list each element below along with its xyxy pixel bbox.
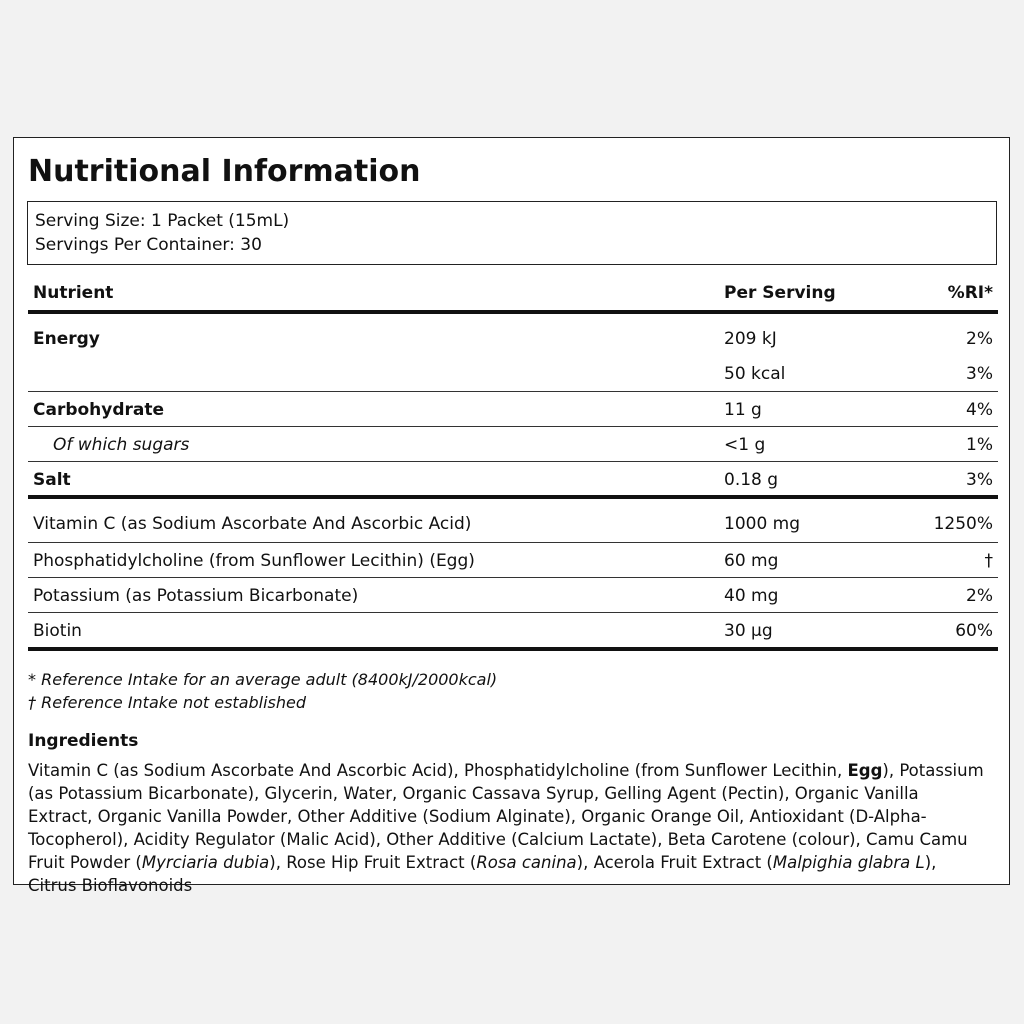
- nutrient-ri: 1%: [966, 435, 993, 455]
- header-ri: %RI*: [947, 283, 993, 303]
- nutrient-name: Energy: [33, 329, 100, 349]
- table-header-row: [28, 273, 998, 314]
- energy-kj-value: 209 kJ: [724, 329, 777, 349]
- energy-kcal-value: 50 kcal: [724, 364, 786, 384]
- nutrient-value: 0.18 g: [724, 470, 779, 490]
- energy-kj-ri: 2%: [966, 329, 993, 349]
- table-row-carbohydrate: [28, 392, 998, 427]
- species-name: Rosa canina: [476, 853, 577, 872]
- page-title: Nutritional Information: [28, 154, 421, 189]
- nutrient-name: Phosphatidylcholine (from Sunflower Lecithin) (Egg): [33, 551, 475, 571]
- nutrient-name: Of which sugars: [53, 435, 190, 455]
- ingredients-text: [28, 759, 988, 897]
- allergen-egg: Egg: [847, 761, 883, 780]
- nutrient-ri: 1250%: [933, 514, 993, 534]
- table-row-salt: [28, 462, 998, 499]
- nutrient-name: Carbohydrate: [33, 400, 165, 420]
- ri-footnote: * Reference Intake for an average adult (8400kJ/2000kcal): [28, 670, 498, 689]
- species-name: Myrciaria dubia: [141, 853, 270, 872]
- nutrient-value: 11 g: [724, 400, 762, 420]
- nutrient-value: 30 µg: [724, 621, 773, 641]
- footnotes: [28, 668, 497, 714]
- nutrition-panel: [13, 137, 1010, 895]
- energy-kcal-ri: 3%: [966, 364, 993, 384]
- nutrient-name: Salt: [33, 470, 71, 490]
- table-row-phosphatidylcholine: [28, 543, 998, 578]
- servings-per-container: Servings Per Container: 30: [35, 235, 262, 255]
- species-name: Malpighia glabra L: [772, 853, 925, 872]
- ingredients-part: ), Acerola Fruit Extract (: [576, 853, 773, 872]
- header-nutrient: Nutrient: [33, 283, 114, 303]
- header-per-serving: Per Serving: [724, 283, 836, 303]
- nutrient-value: <1 g: [724, 435, 766, 455]
- serving-info-box: [27, 201, 997, 265]
- ingredients-part: ), Citrus Bioflavonoids: [28, 853, 937, 895]
- nutrient-name: Potassium (as Potassium Bicarbonate): [33, 586, 359, 606]
- nutrient-value: 1000 mg: [724, 514, 801, 534]
- ingredients-part: Vitamin C (as Sodium Ascorbate And Ascorbic Acid), Phosphatidylcholine (from Sunflower Lecithin,: [28, 761, 848, 780]
- table-row-vitamin-c: [28, 499, 998, 543]
- nutrient-ri: †: [984, 551, 993, 571]
- nutrient-ri: 2%: [966, 586, 993, 606]
- table-row-potassium: [28, 578, 998, 613]
- table-row-biotin: [28, 613, 998, 651]
- nutrient-ri: 3%: [966, 470, 993, 490]
- table-row-energy: [28, 314, 998, 392]
- ingredients-part: ), Potassium (as Potassium Bicarbonate), Glycerin, Water, Organic Cassava Syrup, Gelling Agent (Pectin), Organic Vanilla Extract, Organic Vanilla Powder, Other Additive (Sodium Alginate), Organic Orange Oil, Antioxidant (D-Alpha-Tocopherol), Acidity Regulator (Malic Acid), Other Additive (Calcium Lactate), Beta Carotene (colour), Camu Camu Fruit Powder (: [28, 761, 984, 872]
- nutrient-ri: 60%: [955, 621, 993, 641]
- ingredients-heading: Ingredients: [28, 731, 139, 751]
- nutrition-table: [28, 273, 998, 651]
- nutrient-value: 40 mg: [724, 586, 779, 606]
- table-row-sugars: [28, 427, 998, 462]
- serving-size: Serving Size: 1 Packet (15mL): [35, 211, 290, 231]
- nutrient-name: Biotin: [33, 621, 82, 641]
- ingredients-part: ), Rose Hip Fruit Extract (: [269, 853, 477, 872]
- nutrient-name: Vitamin C (as Sodium Ascorbate And Ascorbic Acid): [33, 514, 472, 534]
- nutrient-ri: 4%: [966, 400, 993, 420]
- dagger-footnote: † Reference Intake not established: [28, 693, 307, 712]
- nutrient-value: 60 mg: [724, 551, 779, 571]
